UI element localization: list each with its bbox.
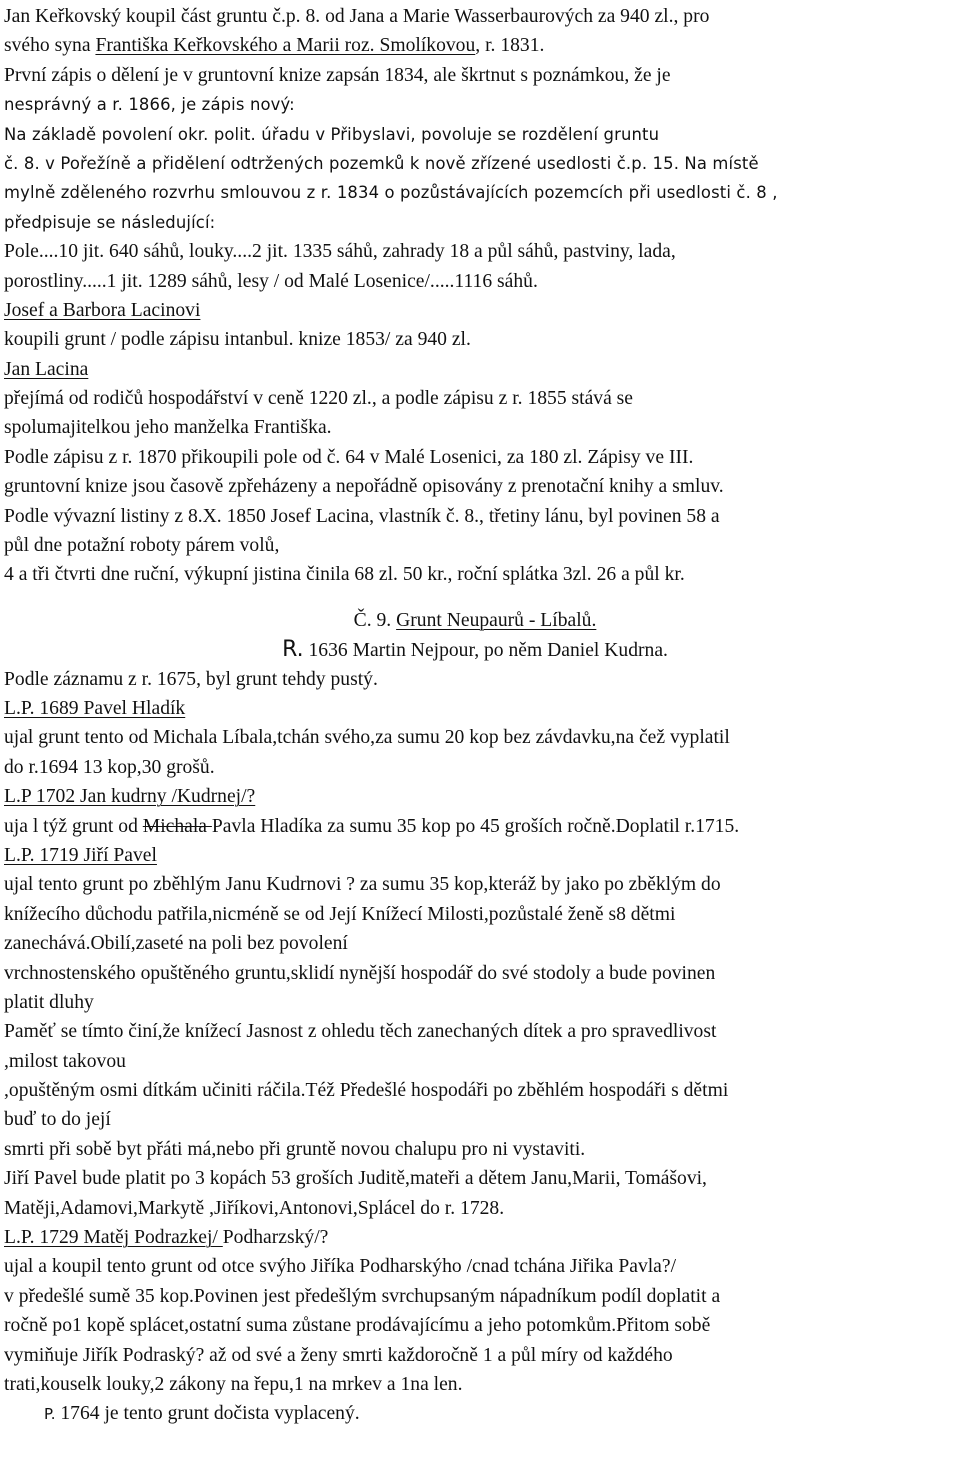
text-line xyxy=(4,812,958,841)
document-page xyxy=(4,2,958,1429)
text-line xyxy=(4,841,958,870)
text-line xyxy=(4,31,958,60)
heading-text: 1636 Martin Nejpour, po něm Daniel Kudrna. xyxy=(303,640,668,662)
p-mark: P. xyxy=(44,1405,56,1424)
year-heading: L.P 1702 Jan kudrny /Kudrnej/? xyxy=(4,786,256,808)
text-span: Pavla Hladíka za sumu 35 kop po 45 groších ročně.Doplatil r.1715. xyxy=(211,815,740,837)
text-line: porostliny.....1 jit. 1289 sáhů, lesy / od Malé Losenice/.....1116 sáhů. xyxy=(4,270,538,292)
text-line: vrchnostenského opuštěného gruntu,sklidí nynější hospodář do své stodoly a bude povinen xyxy=(4,962,716,984)
text-line: Matěji,Adamovi,Markytě ,Jiříkovi,Antonovi,Splácel do r. 1728. xyxy=(4,1197,505,1219)
section-subheading xyxy=(4,635,958,664)
text-line: Jan Keřkovský koupil část gruntu č.p. 8. od Jana a Marie Wasserbaurových za 940 zl., pro xyxy=(4,6,710,27)
text-line: Paměť se tímto činí,že knížecí Jasnost z ohledu těch zanechaných dítek a pro spravedlivost xyxy=(4,1021,717,1043)
year-heading: L.P. 1729 Matěj Podrazkej/ xyxy=(4,1227,223,1249)
text-line: vymiňuje Jiřík Podraský? až od své a ženy smrti každoročně 1 a půl míry od každého xyxy=(4,1344,673,1366)
text-line: platit dluhy xyxy=(4,991,94,1013)
text-line: ujal a koupil tento grunt od otce svýho Jiříka Podharskýho /cnad tchána Jiřika Pavla?/ xyxy=(4,1256,677,1278)
text-line: v předešlé sumě 35 kop.Povinen jest předešlým svrchupsaným nápadníkum podíl doplatit a xyxy=(4,1285,721,1307)
text-line: ,milost takovou xyxy=(4,1050,126,1072)
text-span: svého syna xyxy=(4,35,96,57)
struck-text: Michala xyxy=(142,815,212,837)
heading-r-mark: R. xyxy=(282,637,304,663)
text-line: do r.1694 13 kop,30 grošů. xyxy=(4,756,215,778)
text-line: zanechává.Obilí,zaseté na poli bez povolení xyxy=(4,933,348,955)
year-heading: L.P. 1719 Jiří Pavel xyxy=(4,844,157,866)
text-line: mylně zděleného rozvrhu smlouvou z r. 1834 o pozůstávajících pozemcích při usedlosti č. 8 , xyxy=(4,183,778,203)
heading-title: Grunt Neupaurů - Líbalů. xyxy=(396,609,597,631)
text-line xyxy=(4,694,958,723)
text-line: gruntovní knize jsou časově zpřeházeny a nepořádně opisovány z prenotační knihy a smluv. xyxy=(4,476,724,498)
text-span: , r. 1831. xyxy=(475,35,545,57)
text-line xyxy=(4,355,958,384)
text-line: Podle záznamu z r. 1675, byl grunt tehdy pustý. xyxy=(4,668,378,690)
text-line: ročně po1 kopě splácet,ostatní suma zůstane prodávajícímu a jeho potomkům.Přitom sobě xyxy=(4,1315,711,1337)
text-line: spolumajitelkou jeho manželka Františka. xyxy=(4,417,332,439)
text-line: ujal grunt tento od Michala Líbala,tchán svého,za sumu 20 kop bez závdavku,na čež vyplatil xyxy=(4,727,730,749)
text-line: Na základě povolení okr. polit. úřadu v Přibyslavi, povoluje se rozdělení gruntu xyxy=(4,124,660,144)
text-line xyxy=(4,296,958,325)
text-span: uja l týž grunt od xyxy=(4,815,143,837)
text-line: č. 8. v Pořežíně a přidělení odtržených pozemků k nově zřízené usedlosti č.p. 15. Na místě xyxy=(4,153,759,173)
text-span: Podharzský/? xyxy=(222,1227,329,1249)
text-line: předpisuje se následující: xyxy=(4,212,216,232)
section-heading xyxy=(4,606,958,635)
text-line: půl dne potažní roboty párem volů, xyxy=(4,535,280,557)
text-line: Pole....10 jit. 640 sáhů, louky....2 jit. 1335 sáhů, zahrady 18 a půl sáhů, pastviny, lada, xyxy=(4,241,676,263)
text-line: přejímá od rodičů hospodářství v ceně 1220 zl., a podle zápisu z r. 1855 stává se xyxy=(4,388,634,410)
year-heading: L.P. 1689 Pavel Hladík xyxy=(4,697,186,719)
text-line: trati,kouselk louky,2 zákony na řepu,1 na mrkev a 1na len. xyxy=(4,1373,463,1395)
text-line: buď to do její xyxy=(4,1109,111,1131)
text-span: 1764 je tento grunt dočista vyplacený. xyxy=(55,1403,360,1425)
paragraph-gap xyxy=(4,590,958,606)
text-line: ujal tento grunt po zběhlým Janu Kudrnovi ? za sumu 35 kop,kteráž by jako po zběklým do xyxy=(4,874,721,896)
text-line: ,opuštěným osmi dítkám učiniti ráčila.Též Předešlé hospodáři po zběhlém hospodáři s dětmi xyxy=(4,1080,729,1102)
text-line: 4 a tři čtvrti dne ruční, výkupní jistina činila 68 zl. 50 kr., roční splátka 3zl. 26 a půl kr. xyxy=(4,564,685,586)
text-line: Podle zápisu z r. 1870 přikoupili pole od č. 64 v Malé Losenici, za 180 zl. Zápisy ve III. xyxy=(4,446,694,468)
underlined-name: Františka Keřkovského a Marii roz. Smolíkovou xyxy=(95,35,476,57)
text-line: nesprávný a r. 1866, je zápis nový: xyxy=(4,95,295,115)
text-line: koupili grunt / podle zápisu intanbul. knize 1853/ za 940 zl. xyxy=(4,329,471,351)
text-line: Jiří Pavel bude platit po 3 kopách 53 groších Juditě,mateři a dětem Janu,Marii, Tomášovi, xyxy=(4,1168,707,1190)
text-line: První zápis o dělení je v gruntovní knize zapsán 1834, ale škrtnut s poznámkou, že je xyxy=(4,64,671,86)
owner-heading: Josef a Barbora Lacinovi xyxy=(4,299,201,321)
text-line xyxy=(4,782,958,811)
text-line xyxy=(4,1399,958,1428)
text-line: knížecího důchodu patřila,nicméně se od Její Knížecí Milosti,pozůstalé ženě s8 dětmi xyxy=(4,903,676,925)
owner-heading: Jan Lacina xyxy=(4,358,89,380)
heading-number: Č. 9. xyxy=(353,609,397,631)
text-line: Podle vývazní listiny z 8.X. 1850 Josef Lacina, vlastník č. 8., třetiny lánu, byl povinen 58 a xyxy=(4,505,720,527)
text-line xyxy=(4,1223,958,1252)
text-line: smrti při sobě byt přáti má,nebo při gruntě novou chalupu pro ni vystaviti. xyxy=(4,1138,586,1160)
